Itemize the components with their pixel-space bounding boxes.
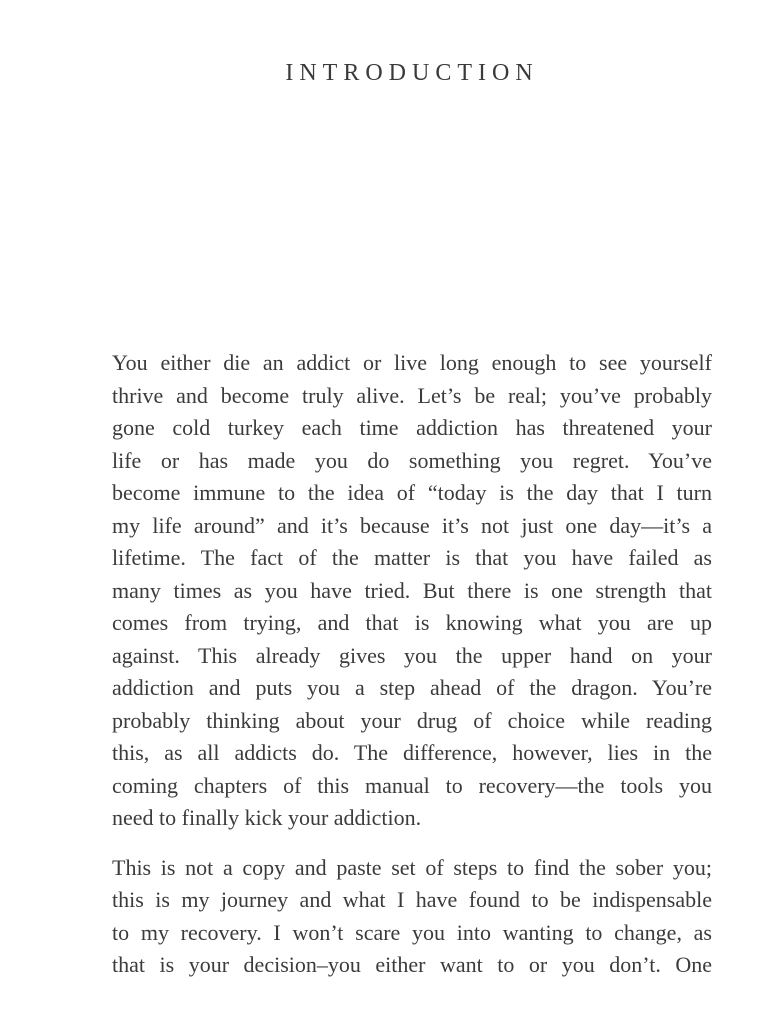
page-body [112,347,712,999]
paragraph [112,852,712,982]
text-line: probably thinking about your drug of choice while reading [112,707,712,733]
text-line: lifetime. The fact of the matter is that you have failed as [112,545,712,570]
text-line: This is not a copy and paste set of steps to find the sober you; [112,854,712,880]
text-line: become immune to the idea of “today is the day that I turn [112,480,712,505]
text-line: You either die an addict or live long enough to see yourself [112,350,712,375]
text-line: need to finally kick your addiction. [112,805,422,830]
text-line: against. This already gives you the upper hand on your [112,642,712,668]
text-line: thrive and become truly alive. Let’s be real; you’ve probably [112,382,712,408]
text-line: many times as you have tried. But there is one strength that [112,577,712,603]
text-line: to my recovery. I won’t scare you into wanting to change, as [112,919,712,945]
text-line: that is your decision–you either want to or you don’t. One [112,952,712,977]
text-line: comes from trying, and that is knowing what you are up [112,610,712,635]
text-line: coming chapters of this manual to recovery—the tools you [112,772,712,798]
text-line: addiction and puts you a step ahead of the dragon. You’re [112,675,712,700]
chapter-title: INTRODUCTION [285,60,539,86]
text-line: my life around” and it’s because it’s not just one day—it’s a [112,512,712,538]
text-line: this is my journey and what I have found to be indispensable [112,887,712,912]
text-line: life or has made you do something you regret. You’ve [112,447,712,473]
paragraph [112,347,712,835]
text-line: gone cold turkey each time addiction has threatened your [112,415,712,440]
text-line: this, as all addicts do. The difference, however, lies in the [112,740,712,765]
